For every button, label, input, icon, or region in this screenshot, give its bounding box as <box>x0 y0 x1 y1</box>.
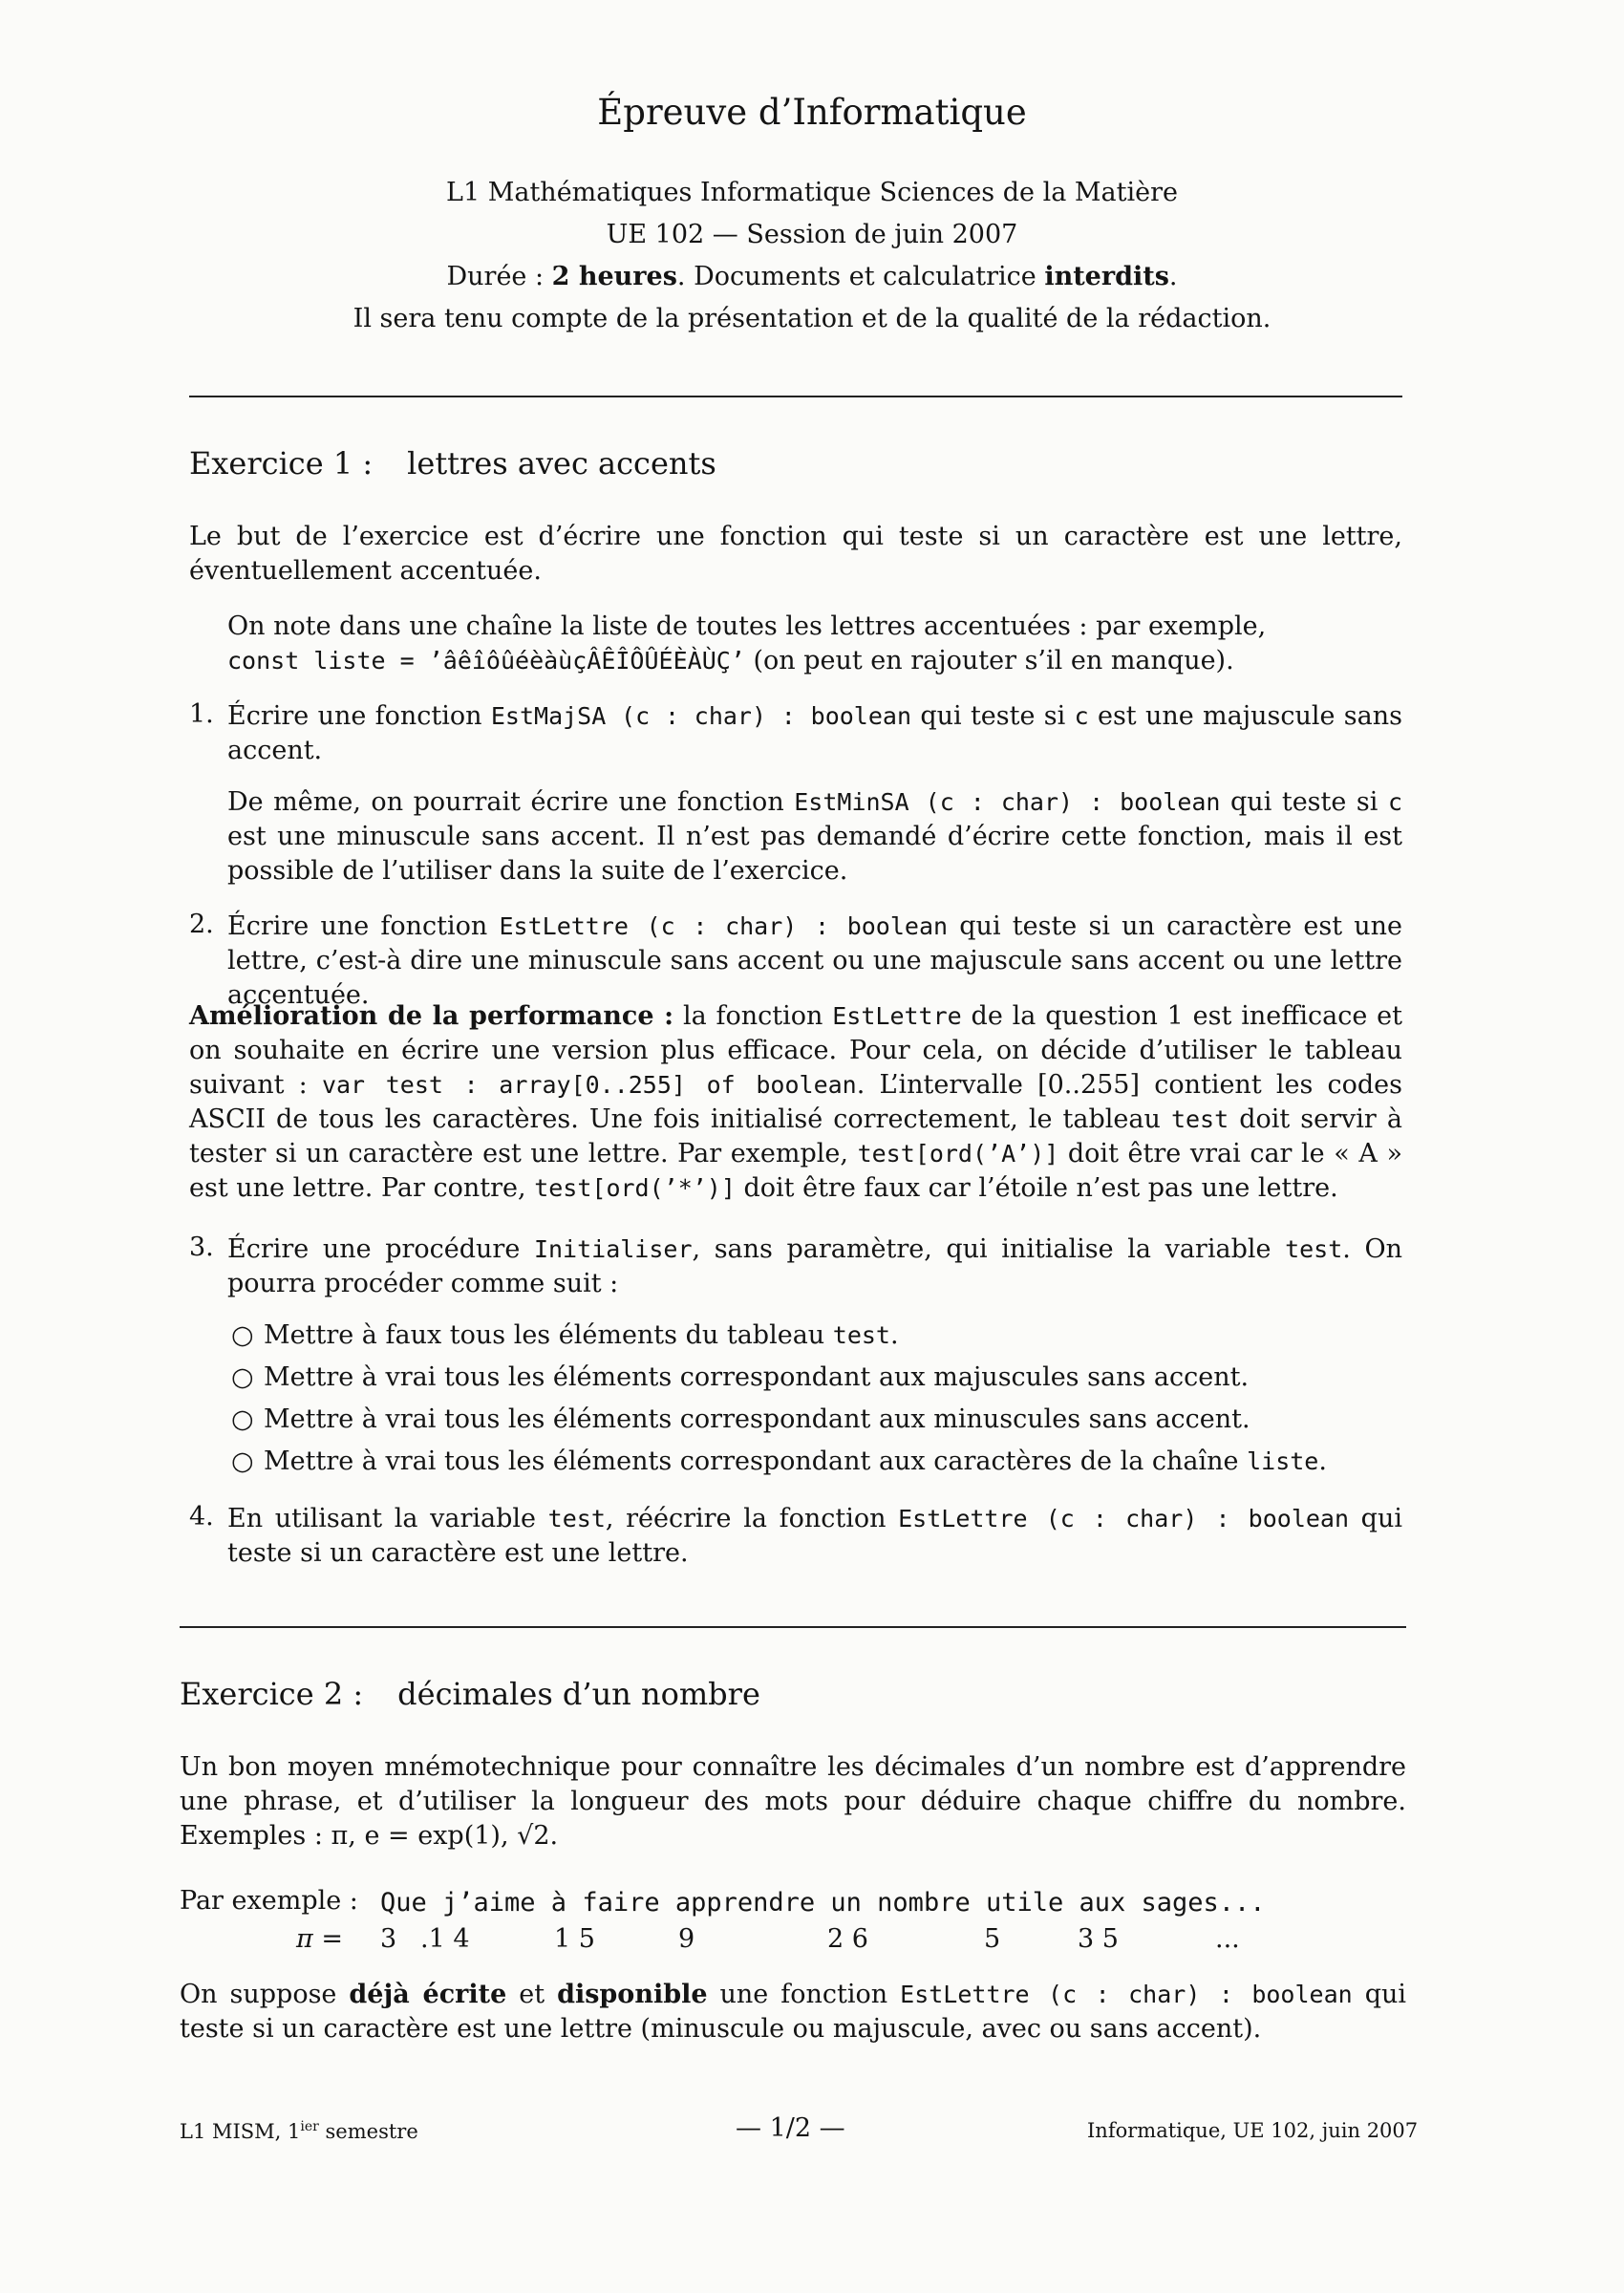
exercise-2-heading: Exercice 2 : décimales d’un nombre <box>180 1676 760 1712</box>
bullet-item-3: ○ Mettre à vrai tous les éléments correspondant aux minuscules sans accent. <box>231 1404 1250 1434</box>
question-4-text: En utilisant la variable test, réécrire la fonction EstLettre (c : char) : boolean qui teste si un caractère est une lettre. <box>227 1504 1402 1568</box>
question-2-text: Écrire une fonction EstLettre (c : char) : boolean qui teste si un caractère est une lettre, c’est-à dire une minuscule sans accent ou une majuscule sans accent ou une lettre accentuée. <box>227 911 1403 1010</box>
question-2-number: 2. <box>189 910 214 939</box>
bullet-circle-icon: ○ <box>231 1362 254 1392</box>
page-number: — 1/2 — <box>736 2113 845 2143</box>
bullet-item-1: ○ Mettre à faux tous les éléments du tableau test. <box>231 1320 899 1350</box>
performance-paragraph: Amélioration de la performance : la fonction EstLettre de la question 1 est inefficace et on souhaite en écrire une version plus efficace. Pour cela, on décide d’utiliser le tableau suivant : var test : array[0..255] of boolean. L’intervalle [0..255] contient les codes ASCII de tous les caractères. Une fois initialisé correctement, le tableau test doit servir à tester si un caractère est une lettre. Par exemple, test[ord(’A’)] doit être vrai car le « A » est une lettre. Par contre, test[ord(’*’)] doit être faux car l’étoile n’est pas une lettre. <box>189 1001 1403 1203</box>
bullet-circle-icon: ○ <box>231 1404 254 1434</box>
pi-digit: 5 <box>984 1924 1001 1954</box>
page-title: Épreuve d’Informatique <box>597 92 1027 133</box>
question-3-text: Écrire une procédure Initialiser, sans paramètre, qui initialise la variable test. On pourra procéder comme suit : <box>227 1234 1402 1298</box>
subtitle-duration: Durée : 2 heures. Documents et calculatrice interdits. <box>446 262 1178 291</box>
question-3-number: 3. <box>189 1232 214 1262</box>
bullet-circle-icon: ○ <box>231 1320 254 1350</box>
divider-top <box>189 396 1402 397</box>
question-1-text: Écrire une fonction EstMajSA (c : char) : boolean qui teste si c est une majuscule sans accent. <box>227 701 1402 765</box>
footer-left: L1 MISM, $1^{ier}$ semestre <box>180 2119 418 2143</box>
subtitle-session: UE 102 — Session de juin 2007 <box>606 220 1018 249</box>
exercise-1-note: On note dans une chaîne la liste de toutes les lettres accentuées : par exemple, const liste = ’âêîôûéèàùçÂÊÎÔÛÉÈÀÙÇ’ (on peut en rajouter s’il en manque). <box>227 611 1267 675</box>
pi-label: π = <box>296 1924 343 1954</box>
exercise-2-assumption: On suppose déjà écrite et disponible une fonction EstLettre (c : char) : boolean qui teste si un caractère est une lettre (minuscule ou majuscule, avec ou sans accent). <box>180 1980 1406 2044</box>
question-1-number: 1. <box>189 699 214 729</box>
question-4-number: 4. <box>189 1502 214 1532</box>
pi-digit: 2 6 <box>827 1924 868 1954</box>
pi-digit: 3 <box>380 1924 397 1954</box>
subtitle-program: L1 Mathématiques Informatique Sciences de la Matière <box>446 178 1178 207</box>
subtitle-presentation: Il sera tenu compte de la présentation et de la qualité de la rédaction. <box>353 304 1271 333</box>
pi-digit: 9 <box>678 1924 695 1954</box>
bullet-item-2: ○ Mettre à vrai tous les éléments correspondant aux majuscules sans accent. <box>231 1362 1250 1392</box>
pi-digit: 1 5 <box>554 1924 595 1954</box>
exercise-2-intro: Un bon moyen mnémotechnique pour connaître les décimales d’un nombre est d’apprendre une phrase, et d’utiliser la longueur des mots pour déduire chaque chiffre du nombre. Exemples : π, e = exp(1), √2. <box>180 1752 1406 1851</box>
footer-right: Informatique, UE 102, juin 2007 <box>1087 2119 1419 2142</box>
example-label: Par exemple : <box>180 1886 358 1916</box>
exercise-1-heading: Exercice 1 : lettres avec accents <box>189 445 716 482</box>
divider-middle <box>180 1626 1406 1628</box>
exercise-1-intro: Le but de l’exercice est d’écrire une fonction qui teste si un caractère est une lettre, éventuellement accentuée. <box>189 522 1402 586</box>
pi-digit: ... <box>1215 1924 1240 1954</box>
pi-digit: 3 5 <box>1078 1924 1119 1954</box>
example-phrase: Que j’aime à faire apprendre un nombre utile aux sages... <box>380 1888 1266 1918</box>
bullet-circle-icon: ○ <box>231 1447 254 1476</box>
bullet-item-4: ○ Mettre à vrai tous les éléments correspondant aux caractères de la chaîne liste. <box>231 1447 1327 1476</box>
question-1-remark: De même, on pourrait écrire une fonction EstMinSA (c : char) : boolean qui teste si c est une minuscule sans accent. Il n’est pas demandé d’écrire cette fonction, mais il est possible de l’utiliser dans la suite de l’exercice. <box>227 787 1402 886</box>
pi-digit: .1 4 <box>420 1924 470 1954</box>
